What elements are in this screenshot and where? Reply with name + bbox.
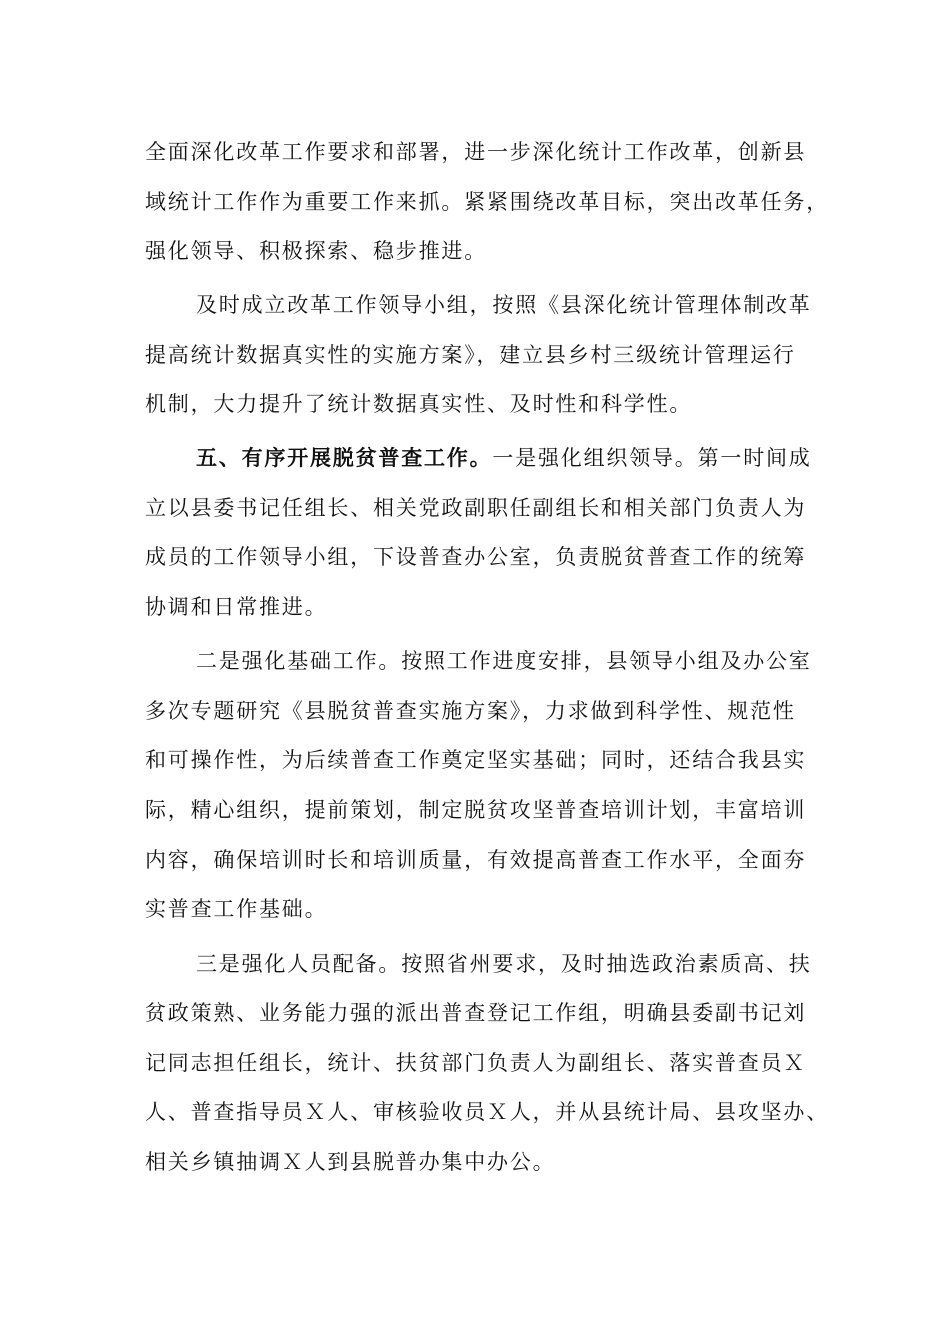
paragraph-5-line-4: 人、普查指导员Ｘ人、审核验收员Ｘ人，并从县统计局、县攻坚办、	[145, 1100, 829, 1124]
paragraph-3-line-3: 成员的工作领导小组，下设普查办公室，负责脱贫普查工作的统筹	[145, 545, 807, 569]
paragraph-4-line-4: 际，精心组织，提前策划，制定脱贫攻坚普查培训计划，丰富培训	[145, 798, 807, 822]
paragraph-3-line-1	[196, 441, 816, 475]
section-heading: 五、有序开展脱贫普查工作。	[196, 446, 493, 470]
paragraph-5-line-2: 贫政策熟、业务能力强的派出普查登记工作组，明确县委副书记刘	[145, 1001, 807, 1025]
paragraph-2-line-3: 机制，大力提升了统计数据真实性、及时性和科学性。	[145, 392, 693, 416]
paragraph-1-line-1: 全面深化改革工作要求和部署，进一步深化统计工作改革，创新县	[145, 140, 807, 164]
paragraph-2-line-2: 提高统计数据真实性的实施方案》，建立县乡村三级统计管理运行	[145, 343, 796, 367]
paragraph-5-line-3: 记同志担任组长，统计、扶贫部门负责人为副组长、落实普查员Ｘ	[145, 1051, 807, 1075]
paragraph-4-line-2: 多次专题研究《县脱贫普查实施方案》，力求做到科学性、规范性	[145, 699, 796, 723]
paragraph-4-line-3: 和可操作性，为后续普查工作奠定坚实基础；同时，还结合我县实	[145, 748, 807, 772]
paragraph-3-line-4: 协调和日常推进。	[145, 595, 328, 619]
paragraph-5-line-1: 三是强化人员配备。按照省州要求，及时抽选政治素质高、扶	[196, 952, 812, 976]
paragraph-5-line-5: 相关乡镇抽调Ｘ人到县脱普办集中办公。	[145, 1150, 556, 1174]
paragraph-1-line-2: 域统计工作作为重要工作来抓。紧紧围绕改革目标，突出改革任务，	[145, 190, 829, 214]
paragraph-3-line-2: 立以县委书记任组长、相关党政副职任副组长和相关部门负责人为	[145, 496, 807, 520]
paragraph-4-line-6: 实普查工作基础。	[145, 897, 328, 921]
paragraph-4-line-5: 内容，确保培训时长和培训质量，有效提高普查工作水平，全面夯	[145, 848, 807, 872]
paragraph-1-line-3: 强化领导、积极探索、稳步推进。	[145, 239, 487, 263]
paragraph-4-line-1: 二是强化基础工作。按照工作进度安排，县领导小组及办公室	[196, 649, 812, 673]
paragraph-2-line-1: 及时成立改革工作领导小组，按照《县深化统计管理体制改革	[196, 293, 812, 317]
paragraph-3-first-line-rest: 一是强化组织领导。第一时间成	[492, 446, 812, 470]
